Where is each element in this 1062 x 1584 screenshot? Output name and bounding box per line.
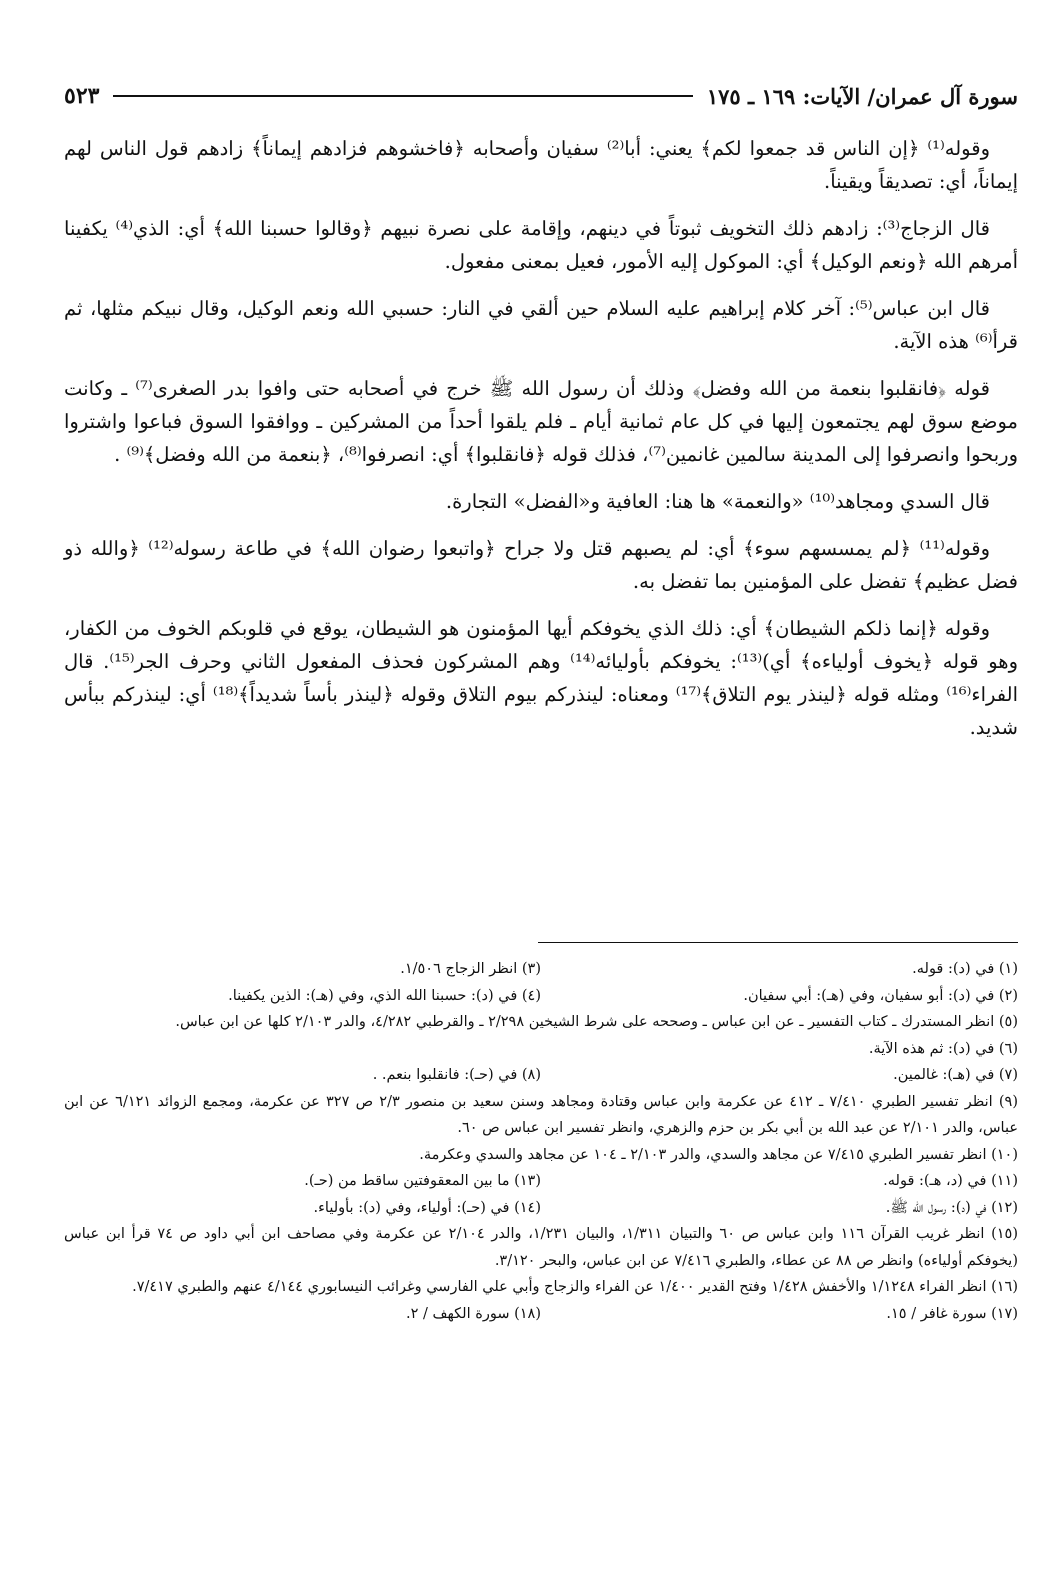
- paragraph: وقوله ﴿إنما ذلكم الشيطان﴾ أي: ذلك الذي يخوفكم أيها المؤمنون هو الشيطان، يوقع في قلوبكم الخوف من الكفار، وهو قوله ﴿يخوف أولياءه﴾ أي)⁽¹³⁾: يخوفكم بأوليائه⁽¹⁴⁾ وهم المشركون فحذف المفعول الثاني وحرف الجر⁽¹⁵⁾. قال الفراء⁽¹⁶⁾ ومثله قوله ﴿لينذر يوم التلاق﴾⁽¹⁷⁾ ومعناه: لينذركم بيوم التلاق وقوله ﴿لينذر بأساً شديداً﴾⁽¹⁸⁾ أي: لينذركم ببأس شديد.: [64, 617, 1018, 739]
- running-title: سورة آل عمران/ الآيات: ١٦٩ ـ ١٧٥: [706, 83, 1018, 109]
- paragraph: قال السدي ومجاهد⁽¹⁰⁾ «والنعمة» ها هنا: العافية و«الفضل» التجارة.: [445, 490, 990, 513]
- footnote: (٩) انظر تفسير الطبري ٧/٤١٠ ـ ٤١٢ عن عكرمة وابن عباس وقتادة ومجاهد وسنن سعيد بن منصور ٢/٣ ص ٣٢٧ عن عكرمة، ومجمع الزوائد ٦/١٢١ عن ابن عباس، والدر ٢/١٠١ عن عبد الله بن أبي بكر بن حزم والزهري، وانظر تفسير ابن عباس ص ٦٠.: [64, 1093, 1018, 1136]
- footnote: (١٠) انظر تفسير الطبري ٧/٤١٥ عن مجاهد والسدي، والدر ٢/١٠٣ ـ ١٠٤ عن مجاهد والسدي وعكرمة.: [419, 1146, 1018, 1163]
- footnote: (٢) في (د): أبو سفيان، وفي (هـ): أبي سفيان.: [743, 987, 1018, 1004]
- footnote: (٧) في (هـ): غالمين.: [893, 1067, 1018, 1083]
- footnote-row: [64, 983, 1018, 1010]
- footnote: (١) في (د): قوله.: [912, 961, 1018, 977]
- header-rule: [113, 95, 692, 97]
- footnote: (١٤) في (حـ): أولياء، وفي (د): بأولياء.: [313, 1199, 541, 1216]
- footnote: (١٨) سورة الكهف / ٢.: [405, 1305, 541, 1322]
- paragraph: قال الزجاج⁽³⁾: زادهم ذلك التخويف ثبوتاً في دينهم، وإقامة على نصرة نبيهم ﴿وقالوا حسبنا الله﴾ أي: الذي⁽⁴⁾ يكفينا أمرهم الله ﴿ونعم الوكيل﴾ أي: الموكول إليه الأمور، فعيل بمعنى مفعول.: [64, 217, 1018, 273]
- footnote: (٦) في (د): ثم هذه الآية.: [868, 1040, 1018, 1057]
- footnote: (٤) في (د): حسبنا الله الذي، وفي (هـ): الذين يكفينا.: [228, 987, 541, 1004]
- footnote: (٨) في (حـ): فانقلبوا بنعم. .: [372, 1067, 541, 1083]
- footnote: (١٦) انظر الفراء ١/١٢٤٨ والأخفش ١/٤٢٨ وفتح القدير ١/٤٠٠ عن الفراء والزجاج وأبي علي الفارسي وغرائب النيسابوري ٤/١٤٤ عنهم والطبري ٧/٤١٧.: [132, 1279, 1018, 1295]
- footnote-row: [64, 1168, 1018, 1195]
- footnote-row: [64, 1062, 1018, 1089]
- footnotes: [64, 956, 1018, 1327]
- footnote: (٥) انظر المستدرك ـ كتاب التفسير ـ عن ابن عباس ـ وصححه على شرط الشيخين ٢/٢٩٨ ـ والقرطبي ٤/٢٨٢، والدر ٢/١٠٣ كلها عن ابن عباس.: [175, 1014, 1018, 1030]
- main-text: [64, 132, 1018, 758]
- footnote: (١٣) ما بين المعقوفتين ساقط من (حـ).: [304, 1173, 541, 1189]
- paragraph: قال ابن عباس⁽⁵⁾: آخر كلام إبراهيم عليه السلام حين ألقي في النار: حسبي الله ونعم الوكيل، وقال نبيكم مثلها، ثم قرأ⁽⁶⁾ هذه الآية.: [64, 297, 1018, 353]
- footnote: (١١) في (د، هـ): قوله.: [883, 1173, 1018, 1189]
- footnote-separator: [538, 942, 1018, 943]
- footnote: (١٢) في (د): رسول الله ﷺ.: [885, 1199, 1018, 1216]
- footnote-row: [64, 956, 1018, 983]
- page-header: [64, 78, 1018, 114]
- paragraph: قوله ﴿فانقلبوا بنعمة من الله وفضل﴾ وذلك أن رسول الله ﷺ خرج في أصحابه حتى وافوا بدر الصغرى⁽⁷⁾ ـ وكانت موضع سوق لهم يجتمعون إليها في كل عام ثمانية أيام ـ فلم يلقوا أحداً من المشركين ـ ووافقوا السوق فباعوا واشتروا وربحوا وانصرفوا إلى المدينة سالمين غانمين⁽⁷⁾، فذلك قوله ﴿فانقلبوا﴾ أي: انصرفوا⁽⁸⁾، ﴿بنعمة من الله وفضل﴾⁽⁹⁾ .: [64, 377, 1018, 466]
- footnote: (١٥) انظر غريب القرآن ١١٦ وابن عباس ص ٦٠ والتبيان ١/٣١١، والبيان ١/٢٣١، والدر ٢/١٠٤ عن عكرمة وفي مصاحف ابن أبي داود ص ٧٤ قرأ ابن عباس (يخوفكم أولياءه) وانظر ص ٨٨ عن عطاء، والطبري ٧/٤١٦ عن ابن عباس، والبحر ٣/١٢٠.: [64, 1226, 1019, 1269]
- footnote-row: [64, 1301, 1018, 1328]
- paragraph: وقوله⁽¹⁾ ﴿إن الناس قد جمعوا لكم﴾ يعني: أبا⁽²⁾ سفيان وأصحابه ﴿فاخشوهم فزادهم إيماناً﴾ زادهم قول الناس لهم إيماناً، أي: تصديقاً ويقيناً.: [64, 137, 1018, 193]
- page-number: ٥٢٣: [64, 83, 100, 109]
- footnote: (٣) انظر الزجاج ١/٥٠٦.: [400, 961, 541, 977]
- footnote-row: [64, 1195, 1018, 1222]
- footnote: (١٧) سورة غافر / ١٥.: [886, 1305, 1018, 1322]
- paragraph: وقوله⁽¹¹⁾ ﴿لم يمسسهم سوء﴾ أي: لم يصبهم قتل ولا جراح ﴿واتبعوا رضوان الله﴾ في طاعة رسوله⁽¹²⁾ ﴿والله ذو فضل عظيم﴾ تفضل على المؤمنين بما تفضل به.: [64, 537, 1018, 593]
